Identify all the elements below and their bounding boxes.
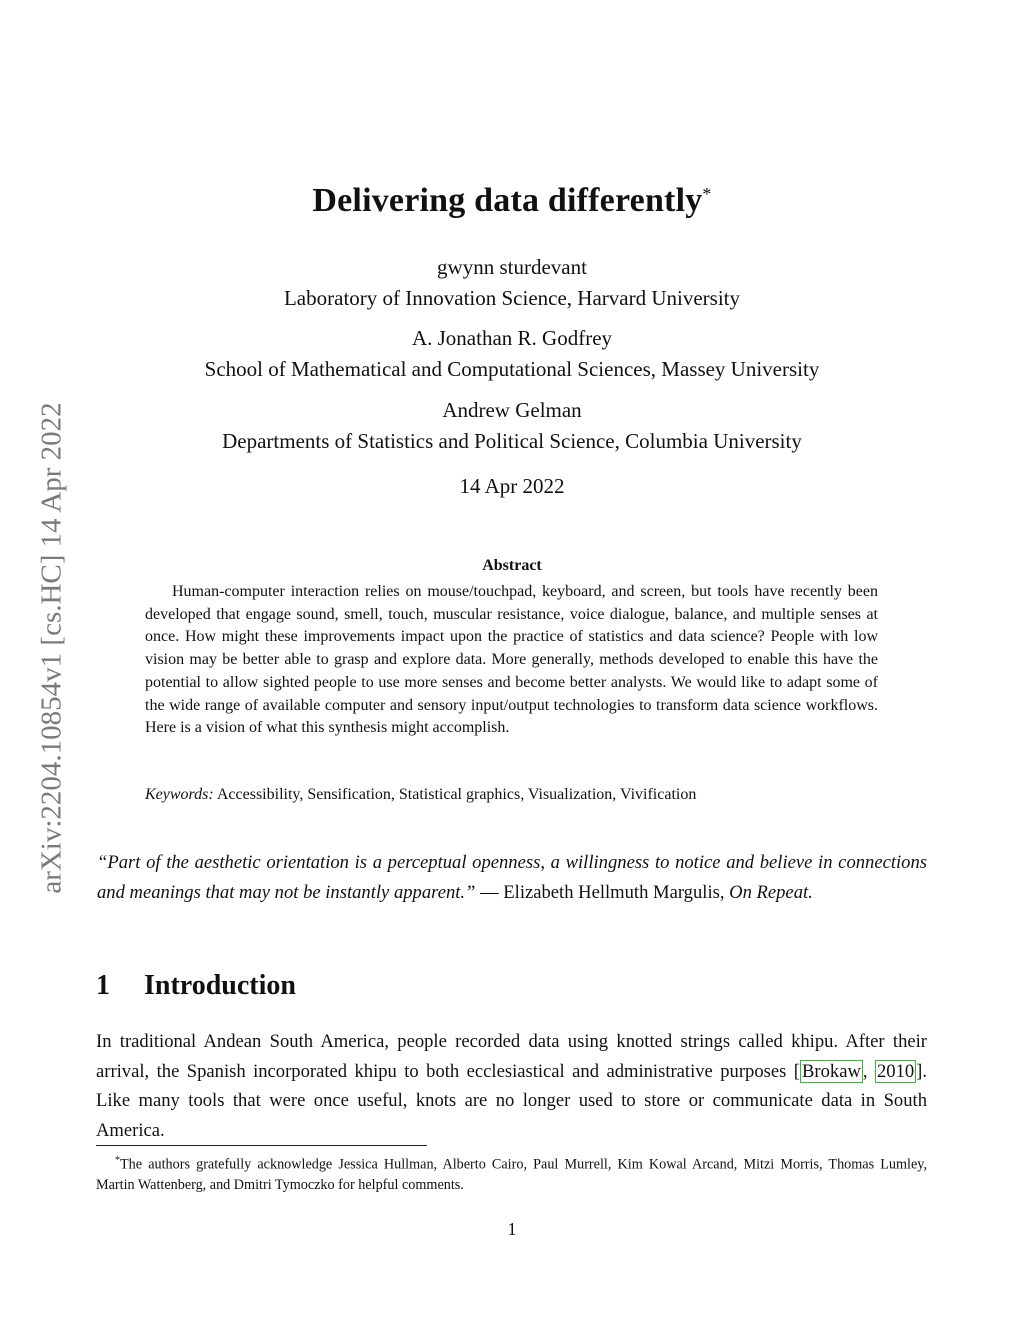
author-name: A. Jonathan R. Godfrey bbox=[411, 326, 613, 350]
citation-separator: , bbox=[862, 1060, 875, 1082]
footnote-divider bbox=[96, 1145, 427, 1146]
author-affiliation: Departments of Statistics and Political Science, Columbia University bbox=[222, 429, 802, 453]
citation-link-author[interactable]: Brokaw bbox=[802, 1060, 861, 1082]
keywords-list: Accessibility, Sensification, Statistical graphics, Visualization, Vivification bbox=[216, 786, 697, 803]
author-affiliation: Laboratory of Innovation Science, Harvard University bbox=[283, 286, 740, 310]
section-heading bbox=[96, 970, 296, 1002]
keywords bbox=[145, 786, 878, 804]
epigraph-quote: “Part of the aesthetic orientation is a perceptual openness, a willingness to notice and believe in connections and meanings that may not be instantly apparent.” bbox=[97, 852, 927, 903]
arxiv-identifier-stamp: arXiv:2204.10854v1 [cs.HC] 14 Apr 2022 bbox=[35, 402, 68, 894]
epigraph bbox=[97, 848, 927, 907]
introduction-paragraph bbox=[96, 1027, 927, 1145]
publication-date: 14 Apr 2022 bbox=[459, 474, 565, 498]
keywords-label: Keywords: bbox=[145, 786, 214, 803]
author-1 bbox=[0, 252, 1024, 314]
paper-title-text: Delivering data differently bbox=[312, 182, 703, 219]
section-number: 1 bbox=[96, 970, 110, 1001]
author-name: gwynn sturdevant bbox=[437, 255, 587, 279]
footnote bbox=[96, 1151, 927, 1195]
intro-text-after: . Like many tools that were once useful, knots are no longer used to store or communicate data in South America. bbox=[96, 1060, 928, 1141]
author-affiliation: School of Mathematical and Computational Sciences, Massey University bbox=[204, 357, 820, 381]
author-name: Andrew Gelman bbox=[442, 398, 582, 422]
abstract-body: Human-computer interaction relies on mouse/touchpad, keyboard, and screen, but tools have recently been developed that engage sound, smell, touch, muscular resistance, voice dialogue, balance, and multiple senses at once. How might these improvements impact upon the practice of statistics and data science? People with low vision may be better able to grasp and explore data. More generally, methods developed to enable this have the potential to allow sighted people to use more senses and become better analysts. We would like to adapt some of the wide range of available computer and sensory input/output technologies to transform data science workflows. Here is a vision of what this synthesis might accomplish. bbox=[145, 583, 878, 737]
epigraph-attribution: — Elizabeth Hellmuth Margulis, bbox=[480, 881, 725, 903]
author-3 bbox=[0, 395, 1024, 457]
page-number: 1 bbox=[507, 1219, 517, 1239]
epigraph-book-title: On Repeat. bbox=[729, 881, 813, 903]
footnote-mark: * bbox=[115, 1155, 120, 1166]
author-2 bbox=[0, 323, 1024, 385]
footnote-text: The authors gratefully acknowledge Jessica Hullman, Alberto Cairo, Paul Murrell, Kim Kowal Arcand, Mitzi Morris, Thomas Lumley, Martin Wattenberg, and Dmitri Tymoczko for helpful comments. bbox=[96, 1156, 927, 1193]
paper-title bbox=[0, 182, 1024, 220]
citation-close-bracket: ] bbox=[916, 1060, 923, 1082]
abstract-heading: Abstract bbox=[482, 557, 542, 574]
title-footnote-mark: * bbox=[702, 184, 712, 204]
citation-link-year[interactable]: 2010 bbox=[876, 1060, 915, 1082]
intro-text-before: In traditional Andean South America, people recorded data using knotted strings called khipu. After their arrival, the Spanish incorporated khipu to both ecclesiastical and administrative purposes bbox=[96, 1031, 927, 1082]
section-title: Introduction bbox=[144, 970, 296, 1001]
citation-open-bracket: [ bbox=[793, 1060, 800, 1082]
